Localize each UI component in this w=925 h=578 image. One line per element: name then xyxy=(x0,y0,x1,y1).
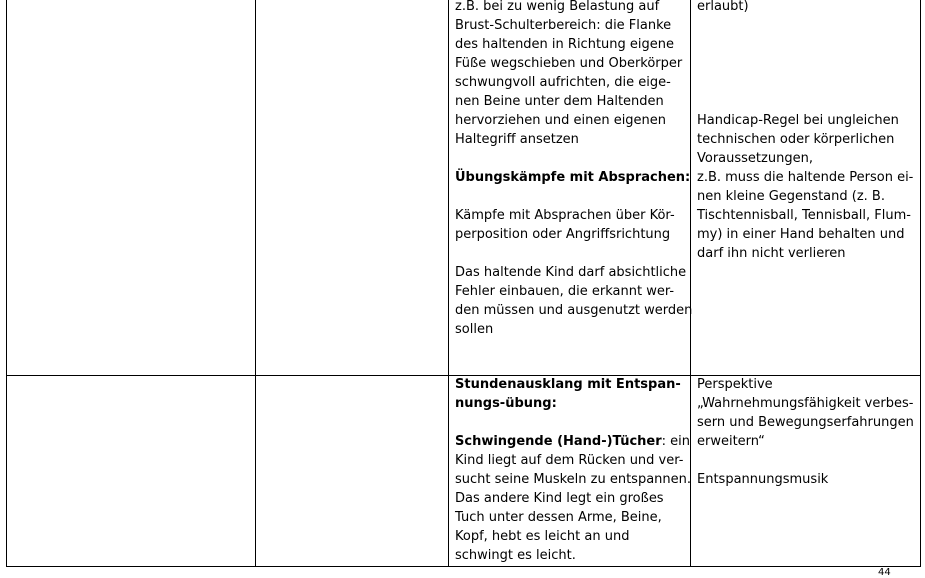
table-border-bottom xyxy=(6,566,921,567)
text-line: Kind liegt auf dem Rücken und ver- xyxy=(455,453,684,468)
text-line: darf ihn nicht verlieren xyxy=(697,246,846,261)
text-line: nen Beine unter dem Haltenden xyxy=(455,94,664,109)
text-line: schwungvoll aufrichten, die eige- xyxy=(455,75,671,90)
text-line: my) in einer Hand behalten und xyxy=(697,227,905,242)
text-line: Fehler einbauen, die erkannt wer- xyxy=(455,284,675,299)
lead-rest: : ein xyxy=(661,434,691,449)
text-line: Perspektive xyxy=(697,377,773,392)
text-line: Tischtennisball, Tennisball, Flum- xyxy=(697,208,911,223)
column-divider-1 xyxy=(255,0,256,567)
text-line: „Wahrnehmungsfähigkeit verbes- xyxy=(697,396,914,411)
text-line: nen kleine Gegenstand (z. B. xyxy=(697,189,885,204)
text-line: perposition oder Angriffsrichtung xyxy=(455,227,671,242)
text-line: Haltegriff ansetzen xyxy=(455,132,579,147)
text-line: erlaubt) xyxy=(697,0,749,14)
text-line: Tuch unter dessen Arme, Beine, xyxy=(455,510,662,525)
row2-methods-cell xyxy=(455,375,691,565)
text-line: Kämpfe mit Absprachen über Kör- xyxy=(455,208,675,223)
text-line: Füße wegschieben und Oberkörper xyxy=(455,56,683,71)
page-number: 44 xyxy=(878,567,891,578)
text-line: Das haltende Kind darf absichtliche xyxy=(455,265,687,280)
table-border-right xyxy=(920,0,921,567)
bold-lead: Schwingende (Hand-)Tücher xyxy=(455,434,662,449)
text-line: des haltenden in Richtung eigene xyxy=(455,37,675,52)
text-line: Kopf, hebt es leicht an und xyxy=(455,529,630,544)
row2-notes-cell xyxy=(697,375,914,489)
text-line: sollen xyxy=(455,322,494,337)
row1-notes-cell xyxy=(697,0,913,263)
text-line: Entspannungsmusik xyxy=(697,472,829,487)
section-heading: nungs-übung: xyxy=(455,396,557,411)
section-heading: Stundenausklang mit Entspan- xyxy=(455,377,681,392)
text-line: z.B. bei zu wenig Belastung auf xyxy=(455,0,660,14)
text-line: Voraussetzungen, xyxy=(697,151,813,166)
text-line: hervorziehen und einen eigenen xyxy=(455,113,667,128)
text-line: sern und Bewegungserfahrungen xyxy=(697,415,914,430)
text-line: z.B. muss die haltende Person ei- xyxy=(697,170,914,185)
table-border-left xyxy=(6,0,7,567)
column-divider-2 xyxy=(448,0,449,567)
text-line: erweitern“ xyxy=(697,434,765,449)
section-heading: Übungskämpfe mit Absprachen: xyxy=(455,170,691,185)
text-line: Handicap-Regel bei ungleichen xyxy=(697,113,899,128)
text-line: sucht seine Muskeln zu entspannen. xyxy=(455,472,692,487)
text-line: schwingt es leicht. xyxy=(455,548,576,563)
text-line: den müssen und ausgenutzt werden xyxy=(455,303,693,318)
text-line: technischen oder körperlichen xyxy=(697,132,895,147)
text-line: Brust-Schulterbereich: die Flanke xyxy=(455,18,672,33)
text-line xyxy=(455,432,691,451)
row1-methods-cell xyxy=(455,0,692,339)
text-line: Das andere Kind legt ein großes xyxy=(455,491,664,506)
